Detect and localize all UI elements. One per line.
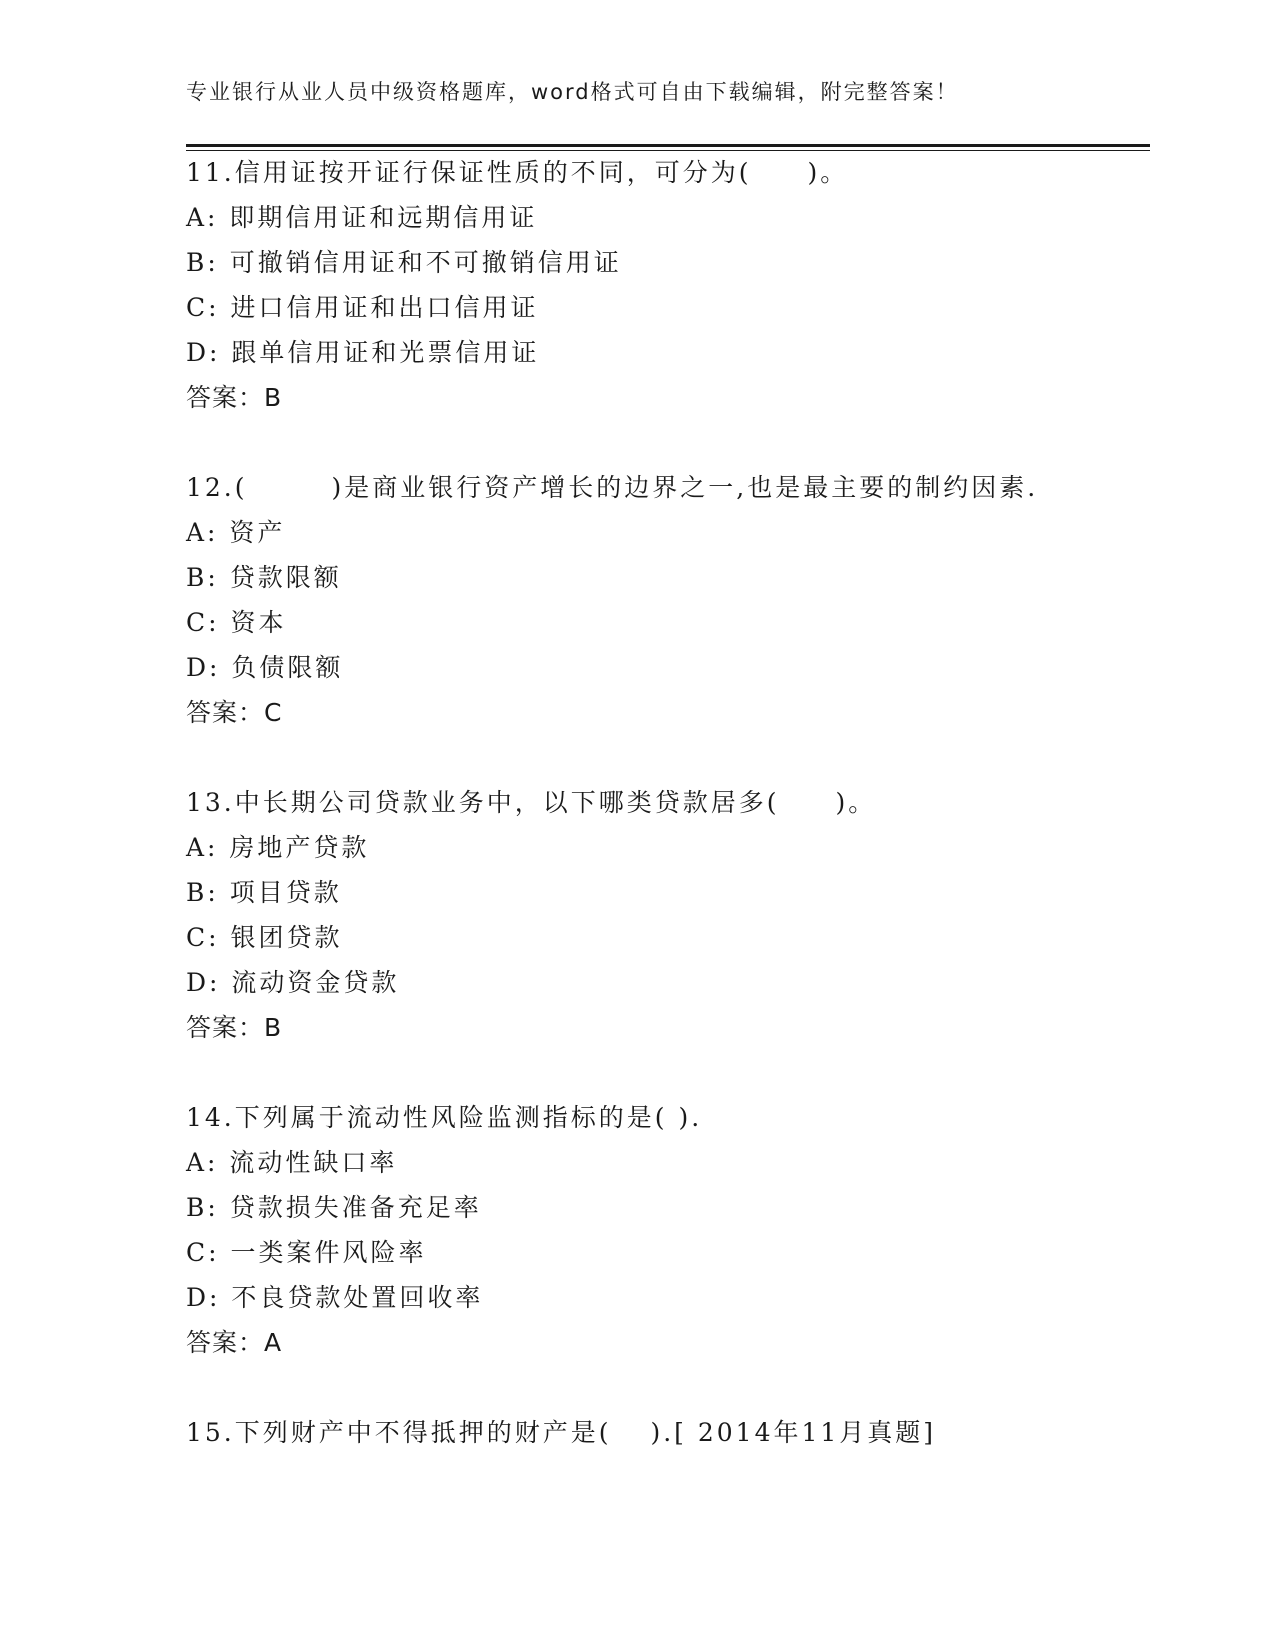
option-c: C: 进口信用证和出口信用证 xyxy=(186,293,539,322)
option-a: A: 房地产贷款 xyxy=(186,833,370,862)
question-stem: 15.下列财产中不得抵押的财产是( ).[ 2014年11月真题] xyxy=(186,1418,937,1447)
question-stem: 11.信用证按开证行保证性质的不同，可分为( )。 xyxy=(186,158,849,187)
answer: 答案：B xyxy=(186,383,283,412)
option-b: B: 项目贷款 xyxy=(186,878,342,907)
answer: 答案：A xyxy=(186,1328,283,1357)
question-15 xyxy=(186,1410,936,1455)
option-a: A: 资产 xyxy=(186,518,286,547)
question-stem: 14.下列属于流动性风险监测指标的是( ). xyxy=(186,1103,703,1132)
option-c: C: 资本 xyxy=(186,608,287,637)
question-stem: 13.中长期公司贷款业务中，以下哪类贷款居多( )。 xyxy=(186,788,877,817)
option-a: A: 即期信用证和远期信用证 xyxy=(186,203,538,232)
option-d: D: 负债限额 xyxy=(186,653,344,682)
option-d: D: 流动资金贷款 xyxy=(186,968,400,997)
option-c: C: 银团贷款 xyxy=(186,923,343,952)
question-12 xyxy=(186,465,1038,735)
option-b: B: 贷款限额 xyxy=(186,563,342,592)
option-b: B: 贷款损失准备充足率 xyxy=(186,1193,482,1222)
answer: 答案：B xyxy=(186,1013,283,1042)
answer: 答案：C xyxy=(186,698,283,727)
question-13 xyxy=(186,780,876,1050)
option-d: D: 不良贷款处置回收率 xyxy=(186,1283,484,1312)
question-14 xyxy=(186,1095,702,1365)
page-header: 专业银行从业人员中级资格题库，word格式可自由下载编辑，附完整答案！ xyxy=(186,80,959,104)
question-11 xyxy=(186,150,848,420)
option-a: A: 流动性缺口率 xyxy=(186,1148,398,1177)
option-c: C: 一类案件风险率 xyxy=(186,1238,427,1267)
header-rule-thick xyxy=(186,144,1150,147)
option-d: D: 跟单信用证和光票信用证 xyxy=(186,338,540,367)
option-b: B: 可撤销信用证和不可撤销信用证 xyxy=(186,248,622,277)
question-stem: 12.( )是商业银行资产增长的边界之一,也是最主要的制约因素. xyxy=(186,473,1039,502)
